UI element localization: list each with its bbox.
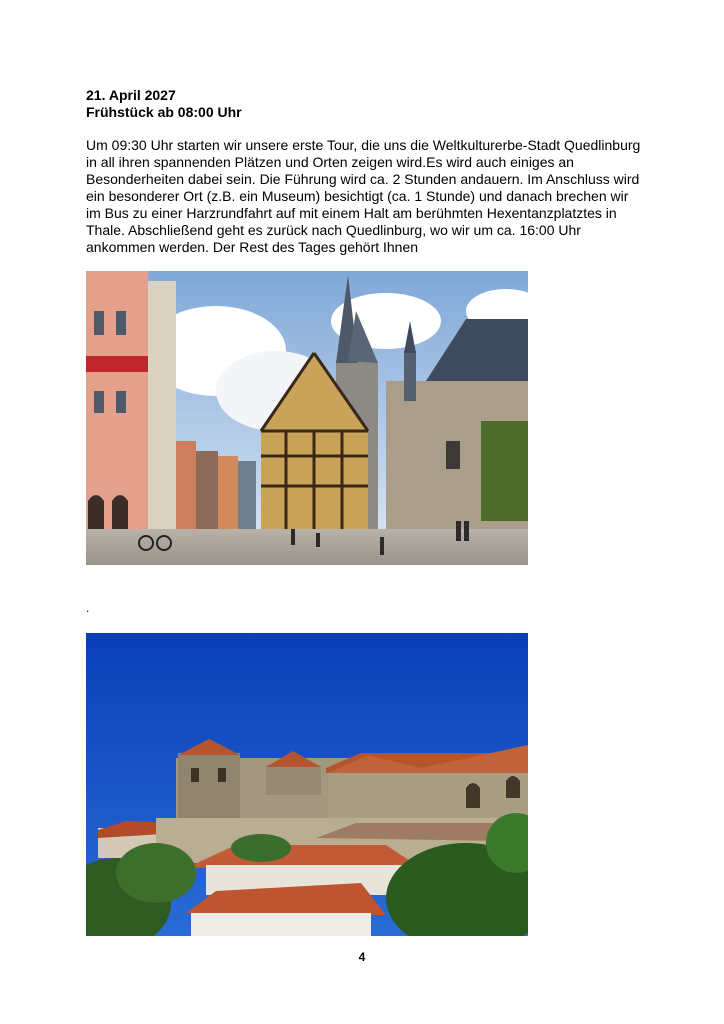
page-number: 4 bbox=[358, 950, 366, 964]
tour-description-paragraph: Um 09:30 Uhr starten wir unsere erste Tour, die uns die Weltkulturerbe-Stadt Quedlinburg in all ihren spannenden Plätzen und Orten zeigen wird.Es wird auch einiges an Besonderheiten dabei sein. Die Führung wird ca. 2 Stunden andauern. Im Anschluss wird ein besonderer Ort (z.B. ein Museum) besichtigt (ca. 1 Stunde) und danach brechen wir im Bus zu einer Harzrundfahrt auf mit einem Halt am berühmten Hexentanzplatztes in Thale. Abschließend geht es zurück nach Quedlinburg, wo wir um ca. 16:00 Uhr ankommen werden. Der Rest des Tages gehört Ihnen bbox=[86, 137, 641, 255]
collegiate-church-photo bbox=[86, 633, 528, 936]
separator-dot: . bbox=[86, 601, 90, 615]
day-date-heading: 21. April 2027 bbox=[86, 87, 176, 103]
market-square-photo bbox=[86, 271, 528, 565]
breakfast-time-heading: Frühstück ab 08:00 Uhr bbox=[86, 104, 242, 120]
